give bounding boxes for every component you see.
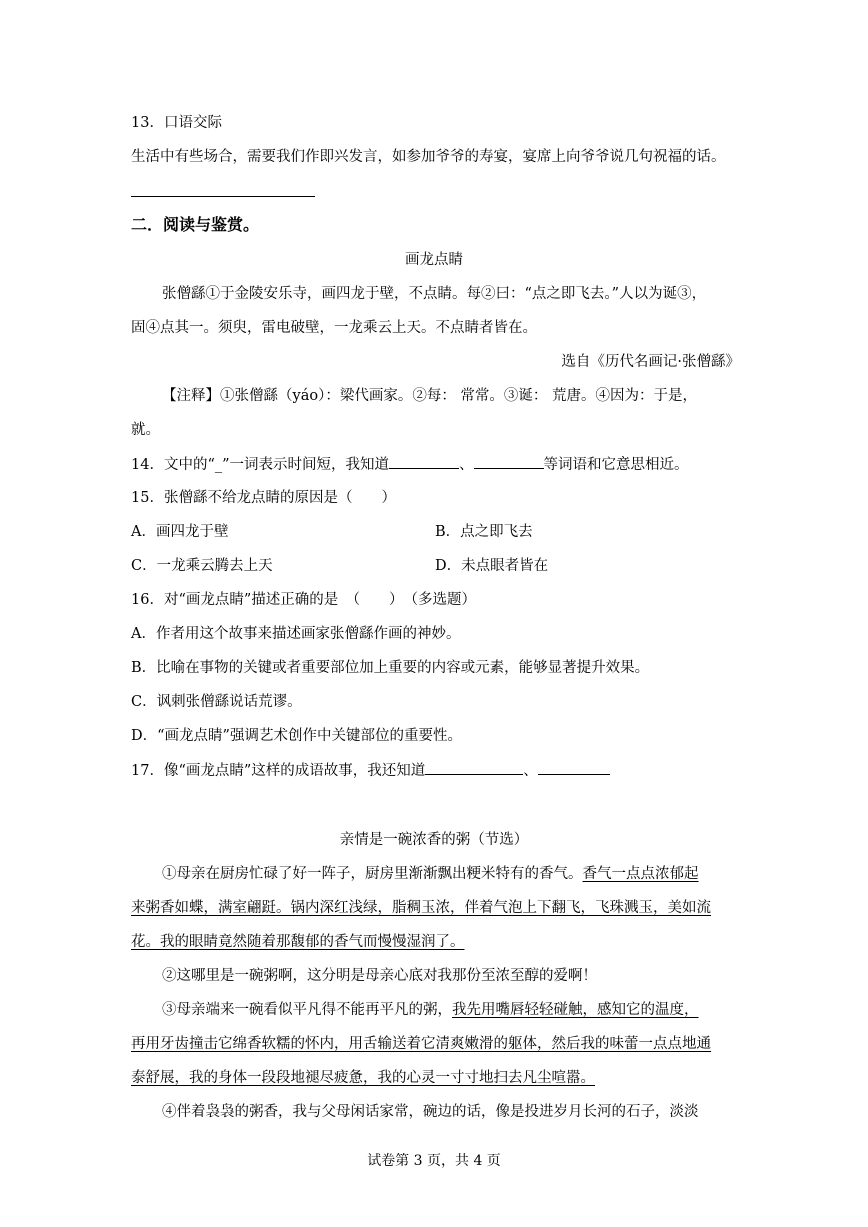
passage2-p3-line2: 再用牙齿撞击它绵香软糯的怀内，用舌输送着它清爽嫩滑的躯体，然后我的味蕾一点点地通 xyxy=(131,1036,711,1052)
q14-blank-2[interactable] xyxy=(474,454,544,469)
passage2-p4: ④伴着袅袅的粥香，我与父母闲话家常，碗边的话，像是投进岁月长河的石子，淡淡 xyxy=(162,1104,699,1120)
q17-sep: 、 xyxy=(523,763,538,779)
passage1-title: 画龙点睛 xyxy=(405,252,463,268)
q13-text: 生活中有些场合，需要我们作即兴发言，如参加爷爷的寿宴，宴席上向爷爷说几句祝福的话。 xyxy=(131,149,726,165)
q13-answer-line[interactable] xyxy=(131,196,315,197)
passage2-p1-line3: 花。我的眼睛竟然随着那馥郁的香气而慢慢湿润了。 xyxy=(131,934,465,950)
q14-pre: 14．文中的“_”一词表示时间短，我知道 xyxy=(131,457,390,473)
p3-underlined-1: 我先用嘴唇轻轻碰触，感知它的温度， xyxy=(452,1002,699,1018)
q16-option-a[interactable]: A．作者用这个故事来描述画家张僧繇作画的神妙。 xyxy=(131,626,461,642)
q16-option-d[interactable]: D．“画龙点睛”强调艺术创作中关键部位的重要性。 xyxy=(131,728,462,744)
q15-row1 xyxy=(131,522,731,542)
passage1-line2: 固④点其一。须臾，雷电破壁，一龙乘云上天。不点睛者皆在。 xyxy=(131,320,537,336)
q14-post: 等词语和它意思相近。 xyxy=(543,457,689,473)
passage2-title: 亲情是一碗浓香的粥（节选） xyxy=(339,832,529,848)
q15-option-a[interactable]: A．画四龙于壁 xyxy=(131,524,229,540)
q17-pre: 17．像“画龙点睛”这样的成语故事，我还知道 xyxy=(131,763,426,779)
passage1-note-line1: 【注释】①张僧繇（yáo）：梁代画家。②每： 常常。③诞： 荒唐。④因为：于是， xyxy=(162,388,698,404)
q16-option-b[interactable]: B．比喻在事物的关键或者重要部位加上重要的内容或元素，能够显著提升效果。 xyxy=(131,660,650,676)
q15-stem: 15．张僧繇不给龙点睛的原因是（ ） xyxy=(131,490,396,506)
q17-blank-1[interactable] xyxy=(425,760,523,775)
passage2-p2: ②这哪里是一碗粥啊，这分明是母亲心底对我那份至浓至醇的爱啊！ xyxy=(162,968,597,984)
p1-plain: ①母亲在厨房忙碌了好一阵子，厨房里渐渐飘出粳米特有的香气。 xyxy=(162,866,583,882)
section2-title: 二．阅读与鉴赏。 xyxy=(131,215,260,234)
q17-blank-2[interactable] xyxy=(538,760,610,775)
q15-option-c[interactable]: C．一龙乘云腾去上天 xyxy=(131,558,273,574)
passage2-p1-line1 xyxy=(162,864,699,884)
q16-option-c[interactable]: C．讽刺张僧繇说话荒谬。 xyxy=(131,694,302,710)
q13-title: 13．口语交际 xyxy=(131,115,222,131)
q14 xyxy=(131,454,689,475)
passage1-line1: 张僧繇①于金陵安乐寺，画四龙于壁，不点睛。每②曰：“点之即飞去。”人以为诞③， xyxy=(162,286,707,302)
q15-option-b[interactable]: B．点之即飞去 xyxy=(435,524,533,540)
page-footer: 试卷第 3 页，共 4 页 xyxy=(367,1153,501,1169)
q17 xyxy=(131,760,610,781)
q15-row2 xyxy=(131,556,731,576)
passage2-p3-line3: 泰舒展，我的身体一段段地褪尽疲惫，我的心灵一寸寸地扫去凡尘喧嚣。 xyxy=(131,1070,595,1086)
q14-sep: 、 xyxy=(459,457,474,473)
passage1-source: 选自《历代名画记·张僧繇》 xyxy=(561,354,740,370)
passage1-note-line2: 就。 xyxy=(131,422,160,438)
q16-stem: 16．对“画龙点睛”描述正确的是 （ ） （多选题） xyxy=(131,592,477,608)
p1-underlined-1: 香气一点点浓郁起 xyxy=(582,866,699,882)
q14-blank-1[interactable] xyxy=(389,454,459,469)
passage2-p1-line2: 来粥香如蝶，满室翩跹。锅内深红浅绿，脂稠玉浓，伴着气泡上下翻飞，飞珠溅玉，美如流 xyxy=(131,900,711,916)
p3-plain: ③母亲端来一碗看似平凡得不能再平凡的粥， xyxy=(162,1002,452,1018)
q15-option-d[interactable]: D．未点眼者皆在 xyxy=(435,558,549,574)
passage2-p3-line1 xyxy=(162,1000,699,1020)
